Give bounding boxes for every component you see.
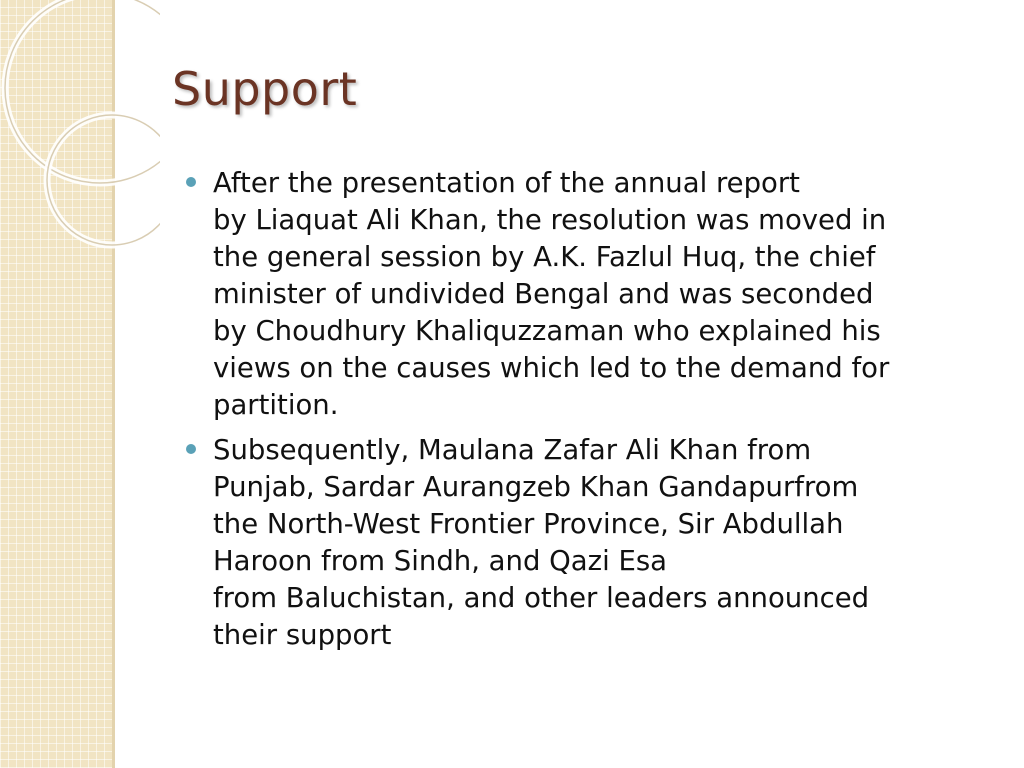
bullet-item-1 [186, 165, 986, 424]
slide-title: Support [172, 62, 358, 116]
bullet-line: Subsequently, Maulana Zafar Ali Khan from [213, 434, 812, 466]
bullet-line: the general session by A.K. Fazlul Huq, the chief [213, 241, 876, 273]
bullet-list [186, 165, 986, 662]
bullet-line: minister of undivided Bengal and was seconded [213, 278, 874, 310]
bullet-line: Haroon from Sindh, and Qazi Esa [213, 545, 668, 577]
bullet-line: by Choudhury Khaliquzzaman who explained his [213, 315, 881, 347]
bullet-line: by Liaquat Ali Khan, the resolution was moved in [213, 204, 887, 236]
bullet-line: After the presentation of the annual report [213, 167, 800, 199]
bullet-line: partition. [213, 389, 339, 421]
bullet-line: views on the causes which led to the demand for [213, 352, 890, 384]
decorative-ring-large [5, 0, 160, 183]
decorative-rings-graphic [0, 0, 160, 260]
bullet-item-2 [186, 432, 986, 654]
bullet-line: from Baluchistan, and other leaders announced [213, 582, 870, 614]
bullet-line: their support [213, 619, 392, 651]
bullet-line: Punjab, Sardar Aurangzeb Khan Gandapurfrom [213, 471, 859, 503]
bullet-line: the North-West Frontier Province, Sir Abdullah [213, 508, 844, 540]
bullet-dot-icon [186, 177, 196, 187]
bullet-dot-icon [186, 444, 196, 454]
